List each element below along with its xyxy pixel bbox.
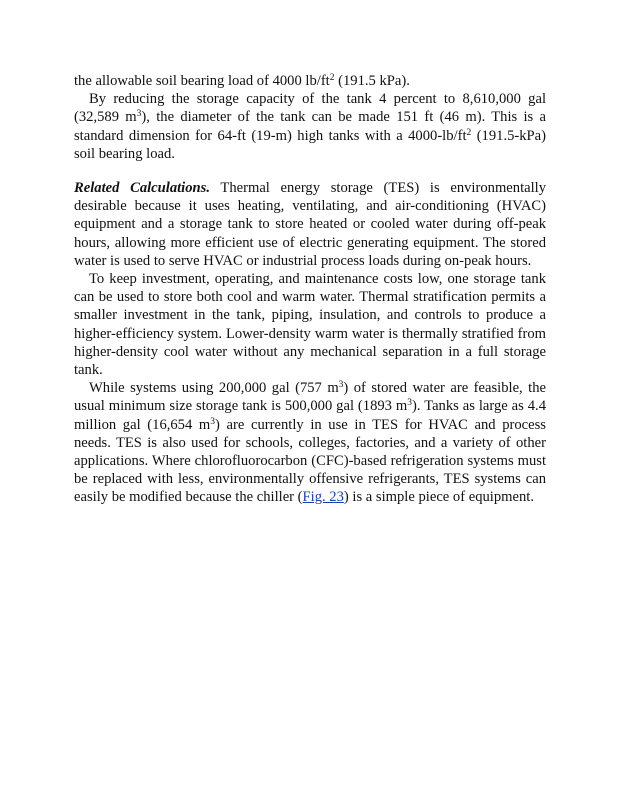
superscript: 2 xyxy=(329,73,335,83)
superscript: 3 xyxy=(338,380,344,391)
figure-link[interactable]: Fig. 23 xyxy=(302,489,344,506)
paragraph-system-sizes xyxy=(74,379,546,506)
text-run: Thermal energy storage (TES) is environmentally desirable because it uses heating, ventilating, and air-conditioning (HVAC) equipment and a storage tank to store heated or cooled water during off-peak hours, allowing more efficient use of electric generating equipment. The stored water is used to serve HVAC or industrial process loads during on-peak hours. xyxy=(74,180,547,269)
text-run: the allowable soil bearing load of 4000 lb/ft xyxy=(74,73,330,89)
paragraph-stratification xyxy=(74,270,546,379)
text-run: To keep investment, operating, and maintenance costs low, one storage tank can be used to store both cool and warm water. Thermal stratification permits a smaller investment in the tank, piping, insulation, and controls to produce a higher-efficiency system. Lower-density warm water is thermally stratified from higher-density cool water without any mechanical separation in a full storage tank. xyxy=(74,271,546,379)
paragraph-reduced-capacity xyxy=(74,90,546,163)
superscript: 2 xyxy=(466,127,472,138)
text-run: While systems using 200,000 gal (757 m xyxy=(89,380,339,397)
section-heading: Related Calculations. xyxy=(74,180,210,197)
text-run: ) is a simple piece of equipment. xyxy=(343,489,534,506)
text-run: ), the diameter of the tank can be made 151 ft (46 m). This is a standard dimension for 64-ft (19-m) high tanks with a 4000-lb/ft xyxy=(74,109,546,144)
document-page xyxy=(74,72,546,507)
paragraph-soil-load xyxy=(74,72,546,90)
text-run: ). Tanks as large as 4.4 million gal (16,654 m xyxy=(74,398,547,433)
superscript: 3 xyxy=(210,416,216,427)
text-run: (191.5-kPa) soil bearing load. xyxy=(74,127,546,162)
text-run: ) are currently in use in TES for HVAC and process needs. TES is also used for schools, colleges, factories, and a variety of other applications. Where chlorofluorocarbon (CFC)-based refrigeration systems must be replaced with less, environmentally offensive refrigerants, TES systems can easily be modified because the chiller ( xyxy=(74,416,546,506)
superscript: 3 xyxy=(407,398,413,409)
text-run: By reducing the storage capacity of the tank 4 percent to 8,610,000 gal (32,589 m xyxy=(74,91,546,126)
superscript: 3 xyxy=(136,109,142,120)
text-run: ) of stored water are feasible, the usual minimum size storage tank is 500,000 gal (1893 m xyxy=(74,380,546,415)
paragraph-related-calculations xyxy=(74,179,546,270)
text-run: (191.5 kPa). xyxy=(334,73,410,89)
